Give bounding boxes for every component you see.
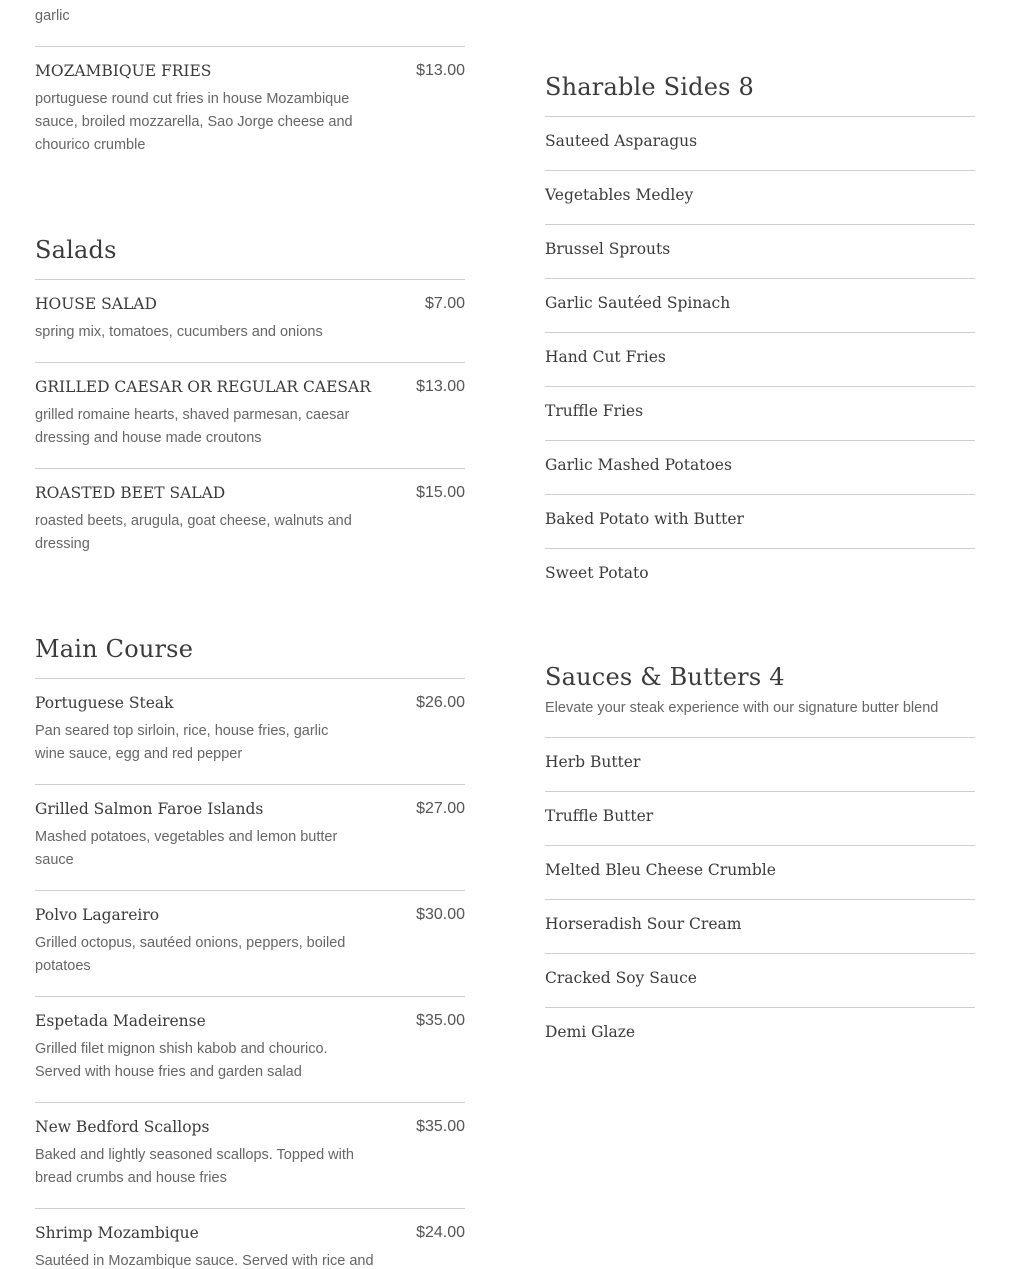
divider [545, 170, 975, 171]
item-name: HOUSE SALAD [35, 295, 157, 313]
item-description: Grilled filet mignon shish kabob and chourico. Served with house fries and garden salad [35, 1041, 328, 1080]
divider [545, 278, 975, 279]
item-description: Mashed potatoes, vegetables and lemon butter sauce [35, 829, 338, 868]
item-name: Grilled Salmon Faroe Islands [35, 800, 264, 818]
divider [545, 845, 975, 846]
item-price: $35.00 [416, 1118, 465, 1135]
sauce-item: Cracked Soy Sauce [545, 969, 697, 987]
divider [545, 899, 975, 900]
sauce-item: Truffle Butter [545, 807, 654, 825]
item-description: portuguese round cut fries in house Mozambique sauce, broiled mozzarella, Sao Jorge cheese and chourico crumble [35, 91, 353, 153]
divider [545, 791, 975, 792]
divider [35, 1208, 465, 1209]
item-name: ROASTED BEET SALAD [35, 484, 226, 502]
divider [35, 468, 465, 469]
divider [545, 116, 975, 117]
divider [545, 224, 975, 225]
side-item: Brussel Sprouts [545, 240, 671, 258]
item-price: $30.00 [416, 906, 465, 923]
side-item: Sweet Potato [545, 564, 649, 582]
section-title-sharable-sides: Sharable Sides 8 [545, 73, 754, 101]
divider [545, 548, 975, 549]
divider [545, 737, 975, 738]
divider [35, 46, 465, 47]
divider [545, 953, 975, 954]
section-title-salads: Salads [35, 236, 117, 264]
section-title-main-course: Main Course [35, 635, 194, 663]
item-name: GRILLED CAESAR OR REGULAR CAESAR [35, 378, 371, 396]
item-price: $24.00 [416, 1224, 465, 1241]
divider [35, 678, 465, 679]
item-price: $35.00 [416, 1012, 465, 1029]
item-description: Baked and lightly seasoned scallops. Topped with bread crumbs and house fries [35, 1147, 354, 1186]
item-price: $27.00 [416, 800, 465, 817]
divider [545, 440, 975, 441]
item-name: Shrimp Mozambique [35, 1224, 199, 1242]
item-description: grilled romaine hearts, shaved parmesan, caesar dressing and house made croutons [35, 407, 350, 446]
side-item: Garlic Sautéed Spinach [545, 294, 731, 312]
divider [35, 362, 465, 363]
sauce-item: Demi Glaze [545, 1023, 636, 1041]
divider [35, 784, 465, 785]
item-name: MOZAMBIQUE FRIES [35, 62, 212, 80]
divider [35, 996, 465, 997]
divider [545, 386, 975, 387]
item-price: $13.00 [416, 378, 465, 395]
sauce-item: Herb Butter [545, 753, 641, 771]
item-price: $13.00 [416, 62, 465, 79]
divider [545, 1007, 975, 1008]
divider [545, 332, 975, 333]
item-description: Grilled octopus, sautéed onions, peppers, boiled potatoes [35, 935, 346, 974]
divider [545, 494, 975, 495]
section-title-sauces-butters: Sauces & Butters 4 [545, 663, 785, 691]
item-description: spring mix, tomatoes, cucumbers and onions [35, 324, 323, 340]
side-item: Baked Potato with Butter [545, 510, 744, 528]
item-description: roasted beets, arugula, goat cheese, walnuts and dressing [35, 513, 352, 552]
item-description: Pan seared top sirloin, rice, house fries, garlic wine sauce, egg and red pepper [35, 723, 329, 762]
side-item: Vegetables Medley [545, 186, 694, 204]
side-item: Truffle Fries [545, 402, 644, 420]
item-name: New Bedford Scallops [35, 1118, 210, 1136]
section-subtitle: Elevate your steak experience with our signature butter blend [545, 700, 939, 716]
item-price: $26.00 [416, 694, 465, 711]
item-description: garlic [35, 8, 70, 24]
item-name: Polvo Lagareiro [35, 906, 160, 924]
divider [35, 1102, 465, 1103]
sauce-item: Horseradish Sour Cream [545, 915, 742, 933]
side-item: Sauteed Asparagus [545, 132, 698, 150]
item-price: $15.00 [416, 484, 465, 501]
sauce-item: Melted Bleu Cheese Crumble [545, 861, 776, 879]
divider [35, 279, 465, 280]
divider [35, 890, 465, 891]
side-item: Hand Cut Fries [545, 348, 666, 366]
item-name: Portuguese Steak [35, 694, 174, 712]
item-name: Espetada Madeirense [35, 1012, 206, 1030]
item-description: Sautéed in Mozambique sauce. Served with rice and [35, 1253, 374, 1269]
item-price: $7.00 [424, 295, 465, 312]
side-item: Garlic Mashed Potatoes [545, 456, 732, 474]
